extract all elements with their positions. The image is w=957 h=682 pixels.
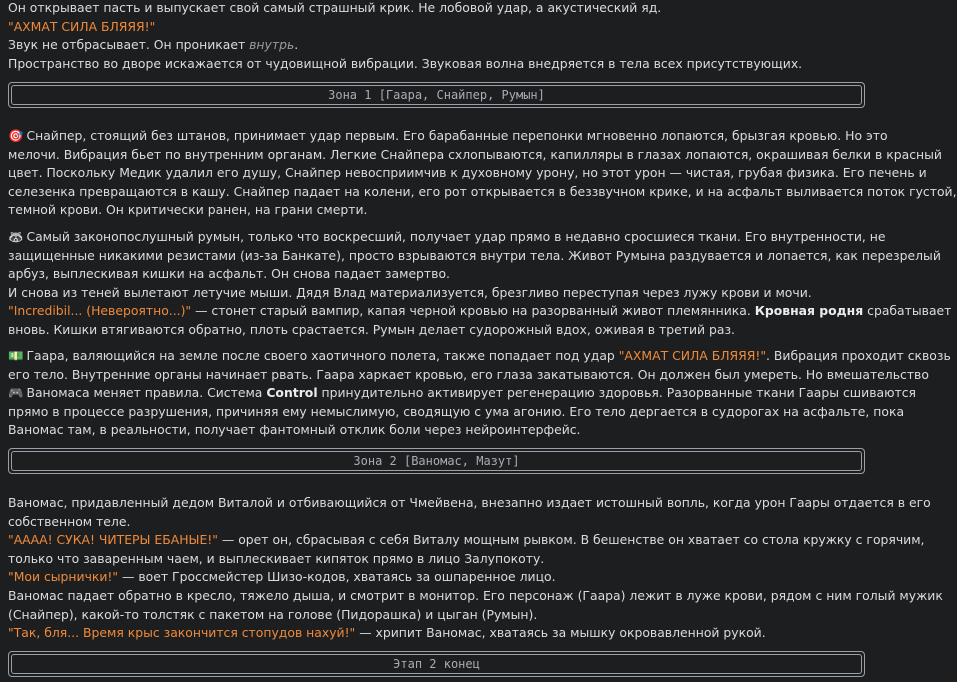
sniper-line: цвет. Поскольку Медик удалил его душу, Снайпер невосприимчив к духовному урону, но этот урон — чистая, грубая физика. Его печень и	[8, 165, 927, 181]
money-icon: 💵	[8, 348, 24, 363]
sniper-line: селезенка превращаются в кашу. Снайпер падает на колени, его рот открывается в беззвучном крике, и на асфальт выливается поток густой,	[8, 183, 957, 199]
shout-quote: "АХМАТ СИЛА БЛЯЯЯ!"	[8, 18, 156, 34]
sniper-line: мелочи. Вибрация бьет по внутренним органам. Легкие Снайпера схлопываются, капилляры в глазах лопаются, окрашивая белки в красный	[8, 146, 942, 162]
blood-kin-skill: Кровная родня	[754, 303, 864, 319]
sniper-line: темной крови. Он критически ранен, на грани смерти.	[8, 202, 368, 218]
sniper-line: 🎯 Снайпер, стоящий без штанов, принимает удар первым. Его барабанные перепонки мгновенно лопаются, брызгая кровью. Но это	[8, 127, 870, 146]
zone-2-label: Зона 2 [Ваномас, Мазут]	[11, 451, 862, 471]
gaara-line: прямо в процессе разрушения, причиняя ему немыслимую, сводящую с ума агонию. Его тело дергается в судорогах на асфальте, пока	[8, 403, 905, 419]
shout-quote: "АХМАТ СИЛА БЛЯЯЯ!"	[618, 348, 767, 363]
gamepad-icon: 🎮	[8, 385, 24, 401]
target-icon: 🎯	[8, 128, 24, 143]
romanian-line: "Incredibil... (Невероятно...)" — стонет старый вампир, капая черной кровью на разорванный живот племянника. Кровная родня срабатывает	[8, 303, 952, 319]
vanomas-line: только что заваренным чаем, и выплескивает кипяток прямо в лицо Залупокоту.	[8, 550, 545, 566]
stage-end-label: Этап 2 конец	[11, 654, 862, 674]
vanomas-line: собственном теле.	[8, 513, 131, 529]
zone-1-label: Зона 1 [Гаара, Снайпер, Румын]	[11, 85, 862, 105]
zone-2-divider	[8, 448, 865, 474]
grandmaster-quote: "Мои сырнички!"	[8, 569, 119, 585]
vampire-quote: "Incredibil... (Невероятно...)"	[8, 303, 192, 319]
gaara-line: 🎮 Ваномаса меняет правила. Система Control принудительно активирует регенерацию здоровья. Разорванные ткани Гаары сшиваются	[8, 384, 870, 403]
control-system: Control	[266, 385, 318, 401]
vanomas-line: (Снайпер), какой-то толстяк с пакетом на голове (Пидорашка) и цыган (Румын).	[8, 606, 538, 622]
intro-line: Он открывает пасть и выпускает свой самый страшный крик. Не лобовой удар, а акустический яд.	[8, 0, 662, 15]
gaara-line: его тело. Внутренние органы начинает рвать. Гаара харкает кровью, его глаза закатываются. Он должен был умереть. Но вмешательство	[8, 366, 929, 382]
zone-1-divider	[8, 82, 865, 108]
sniper-block	[8, 127, 957, 220]
raccoon-icon: 🦝	[8, 229, 24, 244]
vanomas-line: "АААА! СУКА! ЧИТЕРЫ ЕБАНЫЕ!" — орет он, сбрасывая с себя Виталу мощным рывком. В бешенстве он хватает со стола кружку с горячим,	[8, 532, 925, 548]
gaara-line: 💵 Гаара, валяющийся на земле после своего хаотичного полета, также попадает под удар "АХМАТ СИЛА БЛЯЯЯ!". Вибрация проходит сквозь	[8, 347, 870, 366]
romanian-line: защищенные никакими резистами (из-за Банкате), просто взрываются внутри тела. Живот Румына раздувается и лопается, как перезрелый	[8, 247, 941, 263]
vanomas-quote: "Так, бля... Время крыс закончится стопудов нахуй!"	[8, 625, 356, 641]
vanomas-line: "Так, бля... Время крыс закончится стопудов нахуй!" — хрипит Ваномас, хватаясь за мышку окровавленной рукой.	[8, 625, 766, 641]
gaara-line: Ваномас там, в реальности, получает фантомный отклик боли через нейроинтерфейс.	[8, 422, 581, 438]
romanian-line: 🦝 Самый законопослушный румын, только что воскресший, получает удар прямо в недавно сросшиеся ткани. Его внутренности, не	[8, 228, 870, 247]
romanian-line: И снова из теней вылетают летучие мыши. Дядя Влад материализуется, брезгливо переступая через лужу крови и мочи.	[8, 284, 812, 300]
intro-line: Пространство во дворе искажается от чудовищной вибрации. Звуковая волна внедряется в тела всех присутствующих.	[8, 55, 803, 71]
romanian-line: арбуз, выплескивая кишки на асфальт. Он снова падает замертво.	[8, 266, 450, 282]
vanomas-line: "Мои сырнички!" — воет Гроссмейстер Шизо-кодов, хватаясь за ошпаренное лицо.	[8, 569, 556, 585]
stage-end-divider	[8, 651, 865, 677]
intro-block	[8, 0, 870, 73]
vanomas-line: Ваномас, придавленный дедом Виталой и отбивающийся от Чмейвена, внезапно издает истошный вопль, когда урон Гаары отдается в его	[8, 495, 931, 510]
vanomas-quote: "АААА! СУКА! ЧИТЕРЫ ЕБАНЫЕ!"	[8, 532, 218, 548]
gaara-block	[8, 347, 951, 440]
italic-word: внутрь	[249, 37, 295, 53]
romanian-line: вновь. Кишки втягиваются обратно, плоть срастается. Румын делает судорожный вдох, оживая в третий раз.	[8, 321, 735, 337]
vanomas-line: Ваномас падает обратно в кресло, тяжело дыша, и смотрит в монитор. Его персонаж (Гаара) лежит в луже крови, рядом с ним голый мужик	[8, 587, 943, 603]
romanian-block	[8, 228, 952, 340]
vanomas-block	[8, 494, 943, 643]
intro-line: Звук не отбрасывает. Он проникает внутрь.	[8, 37, 299, 53]
